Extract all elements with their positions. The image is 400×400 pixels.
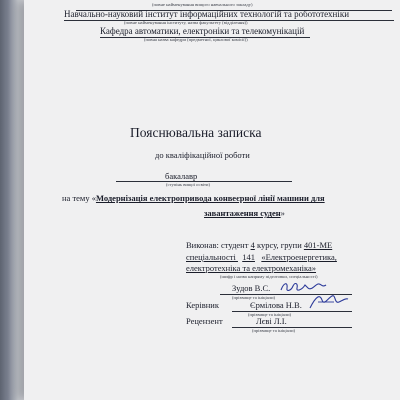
topic-text-1: Модернізація електропривода конвеєрної лінії машини для [95, 193, 325, 203]
topic-line-2 [204, 208, 285, 218]
degree-caption: (ступінь вищої освіти) [166, 182, 211, 187]
spec-name: «Електроенергетика, [261, 252, 337, 262]
supervisor-caption: (прізвище та ініціали) [248, 312, 292, 317]
topic-line-1 [62, 193, 325, 203]
spec-code: 141 [242, 252, 255, 262]
student-name-caption: (прізвище та ініціали) [232, 295, 276, 300]
supervisor-signature-icon [306, 290, 350, 319]
reviewer-label: Рецензент [186, 316, 223, 326]
student-mid: курсу, групи [254, 240, 304, 250]
department-caption: (повна назва кафедри (предметної, циклової комісії)) [144, 37, 248, 42]
student-prefix: Виконав: студент [186, 240, 251, 250]
department-name: Кафедра автоматики, електроніки та телекомунікацій [100, 26, 305, 36]
supervisor-name: Єрмілова Н.В. [250, 300, 302, 310]
degree: бакалавр [165, 171, 198, 181]
topic-suffix: » [280, 208, 285, 218]
student-line-1 [186, 240, 332, 250]
institute-name: Навчально-науковий інститут інформаційних технологій та робототехніки [64, 9, 350, 19]
spec-prefix: спеціальності [186, 252, 238, 262]
institute-caption: (повне найменування інституту, назва факультету (відділення)) [124, 20, 248, 25]
document-title: Пояснювальна записка [130, 125, 262, 140]
student-name: Зудов В.С. [232, 283, 271, 293]
supervisor-label: Керівник [186, 300, 219, 310]
topic-text-2: завантаження суден [204, 208, 281, 218]
title-page [24, 0, 400, 400]
student-course: 4 [250, 240, 255, 250]
student-line-3: електротехніка та електромеханіка» [186, 263, 317, 273]
university-caption: (повне найменування вищого навчального закладу) [152, 2, 253, 7]
student-line-2 [186, 252, 337, 262]
document-subtitle: до кваліфікаційної роботи [155, 150, 250, 160]
topic-prefix: на тему « [62, 193, 96, 203]
student-group: 401-МЕ [303, 240, 333, 250]
reviewer-caption: (прізвище та ініціали) [252, 328, 296, 333]
spec-caption: (шифр і назва напряму підготовки, спеціальності) [220, 274, 318, 279]
reviewer-name: Лєві Л.І. [256, 316, 287, 326]
